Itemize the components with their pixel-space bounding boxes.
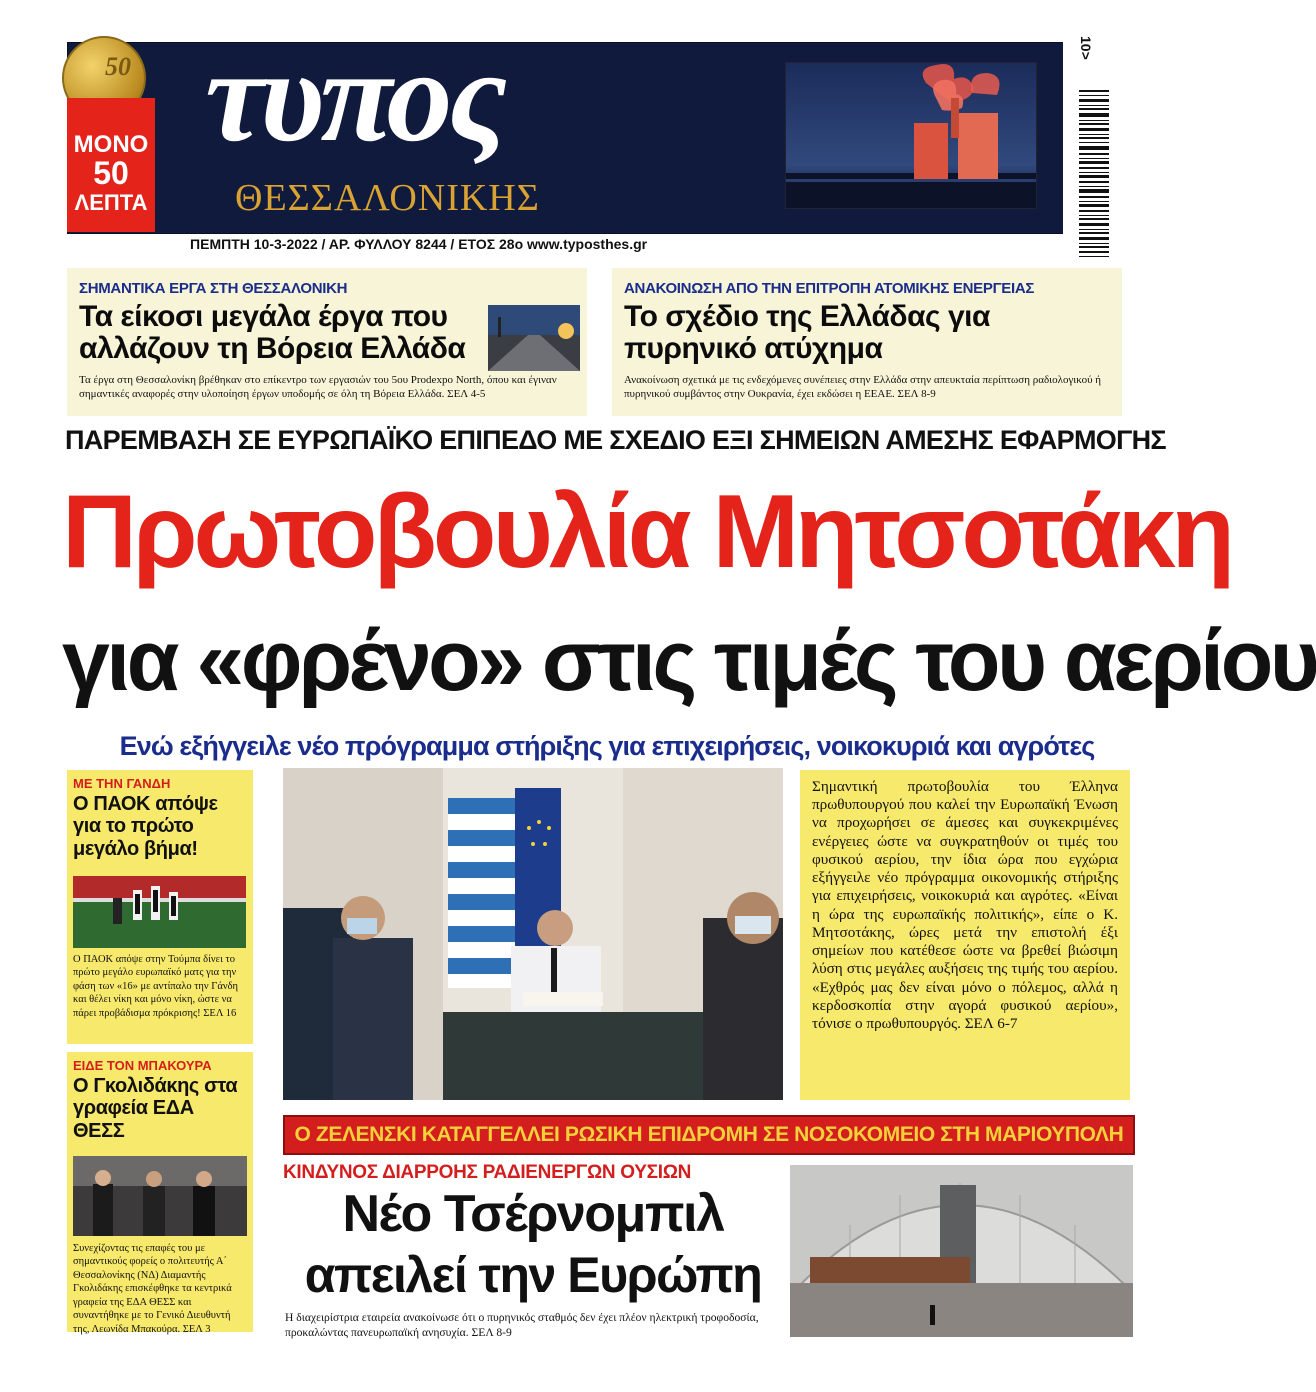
price-line-3: ΛΕΠΤΑ (74, 189, 148, 215)
coin-value: 50 (105, 52, 131, 81)
teaser-kicker: ΣΗΜΑΝΤΙΚΑ ΕΡΓΑ ΣΤΗ ΘΕΣΣΑΛΟΝΙΚΗ (79, 280, 348, 297)
side-title: Ο ΠΑΟΚ απόψε για το πρώτο μεγάλο βήμα! (73, 793, 218, 860)
mitsotakis-meeting-photo (283, 768, 783, 1100)
road-photo (488, 305, 580, 371)
issue-mark: 10> (1078, 36, 1094, 60)
dateline: ΠΕΜΠΤΗ 10-3-2022 / ΑΡ. ΦΥΛΛΟΥ 8244 / ΕΤΟΣ 28ο www.typosthes.gr (190, 236, 648, 252)
side-text: Συνεχίζοντας τις επαφές του με σημαντικούς φορείς ο πολιτευτής Α΄ Θεσσαλονίκης (ΝΔ) Διαμαντής Γκολιδάκης επισκέφθηκε τα κεντρικά γραφεία της ΕΔΑ ΘΕΣΣ και συναντήθηκε με το Γενικό Διευθυντή της, Λεωνίδα Μπακούρα. ΣΕΛ 3 (73, 1243, 232, 1335)
office-meeting-photo (73, 1156, 247, 1236)
teaser-text: Τα έργα στη Θεσσαλονίκη βρέθηκαν στο επίκεντρο των εργασιών του 5ου Prodexpo North, όπου και έγιναν σημαντικές αναφορές στην υλοποίηση έργων υποδομής σε όλη τη Βόρεια Ελλάδα. ΣΕΛ 4-5 (79, 373, 557, 400)
newspaper-logo-subtitle: ΘΕΣΣΑΛΟΝΙΚΗΣ (235, 177, 540, 219)
chernobyl-title-line-2[interactable]: απειλεί την Ευρώπη (304, 1247, 762, 1303)
banner-page-ref: ΣΕΛ 8-9 (1098, 1143, 1130, 1153)
chernobyl-kicker: ΚΙΝΔΥΝΟΣ ΔΙΑΡΡΟΗΣ ΡΑΔΙΕΝΕΡΓΩΝ ΟΥΣΙΩΝ (283, 1162, 692, 1183)
newspaper-logo: τυπος (205, 22, 504, 169)
barcode (1063, 42, 1115, 270)
lead-story-box (800, 770, 1130, 1100)
football-photo (73, 876, 246, 948)
side-kicker: ΜΕ ΤΗΝ ΓΑΝΔΗ (73, 776, 171, 791)
teaser-kicker: ΑΝΑΚΟΙΝΩΣΗ ΑΠΟ ΤΗΝ ΕΠΙΤΡΟΠΗ ΑΤΟΜΙΚΗΣ ΕΝΕΡΓΕΙΑΣ (624, 280, 1035, 297)
teaser-nuclear-plan[interactable] (612, 268, 1122, 416)
power-plant-photo (785, 62, 1037, 209)
price-line-1: ΜΟΝΟ (73, 131, 149, 158)
price-badge (67, 98, 155, 232)
teaser-title: Το σχέδιο της Ελλάδας για πυρηνικό ατύχημα (624, 300, 990, 365)
lead-overline: ΠΑΡΕΜΒΑΣΗ ΣΕ ΕΥΡΩΠΑΪΚΟ ΕΠΙΠΕΔΟ ΜΕ ΣΧΕΔΙΟ ΕΞΙ ΣΗΜΕΙΩΝ ΑΜΕΣΗΣ ΕΦΑΡΜΟΓΗΣ (65, 425, 1166, 455)
price-line-2: 50 (93, 155, 129, 192)
side-title: Ο Γκολιδάκης στα γραφεία ΕΔΑ ΘΕΣΣ (73, 1075, 238, 1142)
teaser-text: Ανακοίνωση σχετικά με τις ενδεχόμενες συνέπειες στην Ελλάδα στην απευκταία περίπτωση ραδιολογικού ή πυρηνικού συμβάντος στην Ουκρανία, έχει εκδώσει η ΕΕΑΕ. ΣΕΛ 8-9 (624, 373, 1102, 400)
chernobyl-title-line-1[interactable]: Νέο Τσέρνομπιλ (342, 1185, 724, 1243)
lead-story-text: Σημαντική πρωτοβουλία του Έλληνα πρωθυπουργού που καλεί την Ευρωπαϊκή Ένωση να προχωρήσει σε άμεσες και συγκεκριμένες ενέργειες ώστε να συγκρατηθούν οι τιμές του φυσικού αερίου, την ίδια ώρα που εγχώρια εξήγγειλε νέο πρόγραμμα οικονομικής στήριξης για επιχειρήσεις, νοικοκυριά και αγρότες. «Είναι η ώρα της ευρωπαϊκής πολιτικής», είπε ο Κ. Μητσοτάκης, ώρες μετά την επιστολή έξι σημείων που κατέθεσε ώστε να βρεθεί βιώσιμη λύση στις μεγάλες αυξήσεις της τιμής του αερίου. «Εχθρός μας δεν είναι μόνο ο πόλεμος, αλλά η κερδοσκοπία στην αγορά φυσικού αερίου», τόνισε ο πρωθυπουργός. ΣΕΛ 6-7 (812, 778, 1118, 1033)
zelensky-banner[interactable] (283, 1115, 1135, 1155)
side-kicker: ΕΙΔΕ ΤΟΝ ΜΠΑΚΟΥΡΑ (73, 1058, 212, 1073)
lead-headline-red[interactable]: Πρωτοβουλία Μητσοτάκη (62, 474, 1231, 590)
lead-headline-black[interactable]: για «φρένο» στις τιμές του αερίου (62, 613, 1316, 709)
chernobyl-text: Η διαχειρίστρια εταιρεία ανακοίνωσε ότι ο πυρηνικός σταθμός δεν έχει πλέον ηλεκτρική τροφοδοσία, προκαλώντας πανευρωπαϊκή ανησυχία. ΣΕΛ 8-9 (285, 1311, 759, 1340)
banner-text: Ο ΖΕΛΕΝΣΚΙ ΚΑΤΑΓΓΕΛΛΕΙ ΡΩΣΙΚΗ ΕΠΙΔΡΟΜΗ ΣΕ ΝΟΣΟΚΟΜΕΙΟ ΣΤΗ ΜΑΡΙΟΥΠΟΛΗ (294, 1123, 1124, 1146)
side-text: Ο ΠΑΟΚ απόψε στην Τούμπα δίνει το πρώτο μεγάλο ευρωπαϊκό ματς για την φάση των «16» με αντίπαλο την Γάνδη και θέλει νίκη και μόνο νίκη, ώστε να πάρει προβάδισμα πρόκρισης! ΣΕΛ 16 (73, 954, 239, 1019)
teaser-title: Τα είκοσι μεγάλα έργα που αλλάζουν τη Βόρεια Ελλάδα (79, 300, 466, 365)
chernobyl-sarcophagus-photo (790, 1165, 1133, 1337)
lead-subhead: Ενώ εξήγγειλε νέο πρόγραμμα στήριξης για επιχειρήσεις, νοικοκυριά και αγρότες (119, 731, 1095, 761)
